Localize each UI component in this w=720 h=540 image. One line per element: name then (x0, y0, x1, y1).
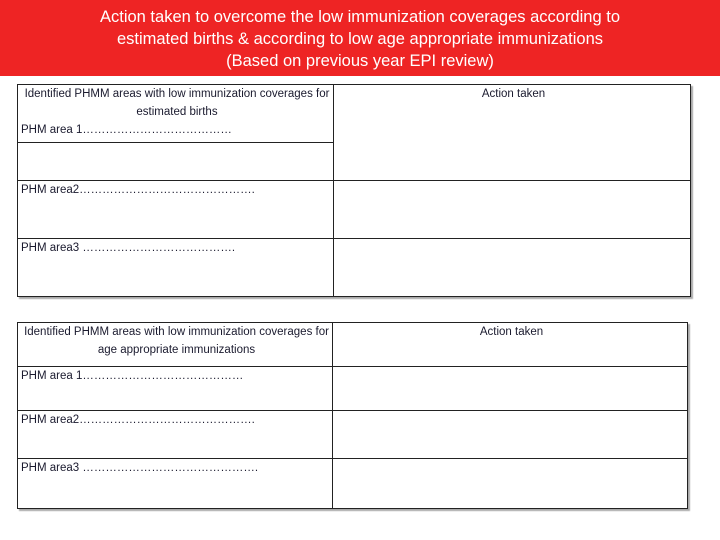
phm-area-2-action-cell[interactable] (333, 411, 688, 459)
title-line-1: Action taken to overcome the low immunization coverages according to (99, 8, 621, 26)
estimated-births-header-cell (18, 85, 334, 143)
phm-area-3-cell (18, 239, 334, 297)
phm-area-3-cell (18, 459, 333, 509)
title-line-2: estimated births & according to low age appropriate immunizations (116, 30, 604, 48)
age-appropriate-header-label: Identified PHMM areas with low immunization coverages for age appropriate immunizations (24, 326, 329, 356)
phm-area-2-cell (18, 181, 334, 239)
phm-area-2-action-cell[interactable] (334, 181, 691, 239)
phm-area-1-blank[interactable] (18, 143, 334, 181)
estimated-births-table (17, 84, 691, 297)
action-taken-cell[interactable] (333, 323, 688, 367)
phm-area-1-label: PHM area 1………………………………… (21, 124, 232, 136)
phm-area-1-label: PHM area 1…………………………………… (21, 370, 244, 382)
action-taken-cell[interactable] (334, 85, 691, 181)
age-appropriate-header-cell (18, 323, 333, 367)
phm-area-3-label: PHM area3 …………………………………. (21, 242, 236, 254)
phm-area-3-label: PHM area3 ………………………………………. (21, 462, 259, 474)
page-title-banner (0, 0, 720, 76)
phm-area-2-label: PHM area2………………………………………. (21, 414, 255, 426)
estimated-births-header-label: Identified PHMM areas with low immunization coverages for estimated births (24, 88, 330, 118)
phm-area-2-cell (18, 411, 333, 459)
title-line-3: (Based on previous year EPI review) (226, 52, 494, 70)
phm-area-1-action-cell[interactable] (333, 367, 688, 411)
phm-area-3-action-cell[interactable] (334, 239, 691, 297)
phm-area-3-action-cell[interactable] (333, 459, 688, 509)
action-taken-header: Action taken (479, 326, 544, 338)
phm-area-1-cell (18, 367, 333, 411)
age-appropriate-table (17, 322, 688, 509)
phm-area-2-label: PHM area2………………………………………. (21, 184, 255, 196)
action-taken-header: Action taken (481, 88, 546, 100)
